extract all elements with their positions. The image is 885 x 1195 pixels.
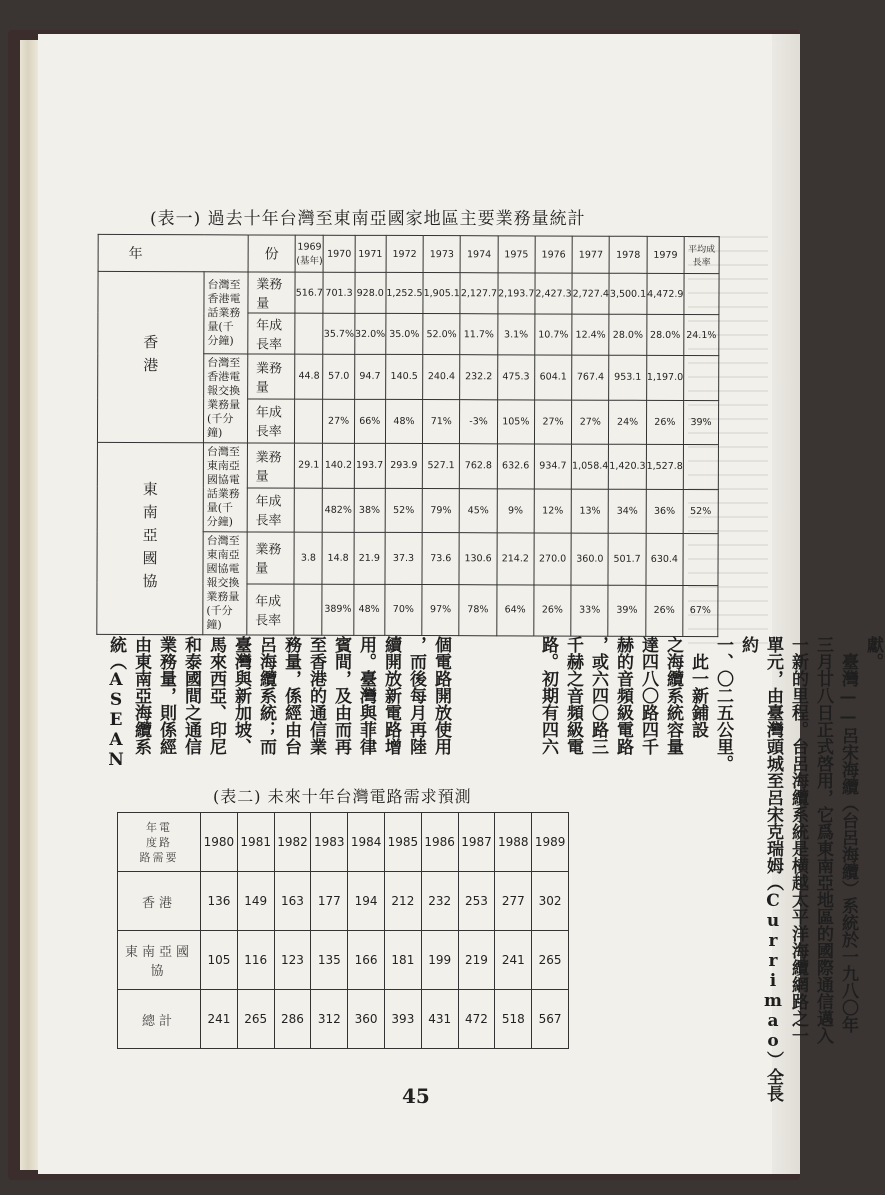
text-line: 臺灣——呂宋海纜（台呂海纜）系統於一九八〇年	[838, 636, 858, 1033]
table1-row-kind: 業務量	[247, 354, 295, 399]
table1-cell: 701.3	[323, 272, 354, 313]
text-line: 馬來西亞、印尼	[206, 636, 226, 755]
table2-year-cell: 1983	[311, 813, 348, 872]
table1-year-cell: 1969 (基年)	[295, 235, 323, 272]
table2-cell: 199	[421, 931, 458, 990]
table1-cell: 1,420.3	[609, 444, 646, 489]
table1-row-kind: 業務量	[248, 272, 296, 313]
table1-cell: 1,058.4	[571, 444, 608, 489]
table1-year-cell: 1971	[355, 235, 386, 272]
text-line: 獻。	[863, 636, 883, 670]
table2-cell: 181	[384, 931, 421, 990]
table1-cell: 214.2	[497, 533, 534, 585]
table2-cell: 241	[201, 990, 238, 1049]
table2-cell: 393	[384, 990, 421, 1049]
table2-cell: 277	[495, 872, 532, 931]
table2-corner-top: 年電	[146, 820, 172, 834]
table1-cell: 28.0%	[646, 314, 683, 355]
table1-cell: 140.2	[323, 443, 354, 488]
table1-cell: 48%	[385, 399, 422, 444]
table2-cell: 212	[384, 872, 421, 931]
table1-cell: 527.1	[422, 444, 459, 489]
table1-cell: 270.0	[534, 533, 571, 585]
text-line: 單元，由臺灣頭城至呂宋克瑞姆（Currimao）全長約	[738, 636, 783, 1102]
table1-cell: 94.7	[354, 354, 385, 399]
table1-cell: 953.1	[609, 355, 646, 400]
table1-cell: 767.4	[572, 355, 609, 400]
table1-cell: 44.8	[295, 354, 323, 399]
table1-cell: 232.2	[460, 355, 497, 400]
text-line: 個電路開放使用	[431, 636, 451, 755]
table1-cell: 13%	[571, 489, 608, 534]
table1-year-cell: 1972	[386, 235, 423, 272]
table1-cell: 630.4	[646, 533, 683, 585]
table2-cell: 265	[237, 990, 274, 1049]
table1-year-cell: 1979	[647, 236, 684, 273]
table1-cell: 11.7%	[460, 314, 497, 355]
table2-cell: 431	[421, 990, 458, 1049]
text-line: ，或六四〇路三	[588, 636, 608, 755]
table1-region-label: 東南亞國協	[97, 442, 204, 634]
table1-cell: 9%	[497, 488, 534, 533]
body-text-right-column	[535, 636, 885, 1106]
table1-header-row	[98, 234, 719, 273]
table1-cell: 3.1%	[497, 314, 534, 355]
table2-caption: (表二) 未來十年台灣電路需求預測	[213, 787, 472, 806]
table1-cell: 193.7	[354, 443, 385, 488]
table1-cell: 27%	[534, 399, 571, 444]
table1-cell: 21.9	[354, 532, 385, 584]
text-line: 務量，係經由台	[281, 636, 301, 755]
table1-cell: 934.7	[534, 444, 571, 489]
table1-cell: 2,193.7	[498, 273, 535, 314]
table1-avg-cell	[684, 273, 719, 314]
table2-row-label: 總計	[118, 990, 201, 1049]
table1-item-label: 台灣至香港電報交換業務量(千分鐘)	[203, 354, 247, 443]
table1-cell: 4,472.9	[647, 273, 684, 314]
table1-cell: 79%	[422, 488, 459, 533]
table1-cell: 32.0%	[354, 313, 385, 354]
table1-cell: 475.3	[497, 355, 534, 400]
table2-row	[118, 931, 569, 990]
table1-cell: 516.7	[295, 272, 323, 313]
text-line: 路。初期有四六	[538, 636, 558, 755]
table1-year-cell: 1974	[460, 236, 497, 273]
table1-cell: 64%	[496, 584, 533, 636]
text-line: 赫的音頻級電路	[613, 636, 633, 755]
table1-avg-header: 平均成長率	[684, 236, 719, 273]
table1-avg-cell	[683, 533, 718, 585]
table1-cell: 57.0	[323, 354, 354, 399]
table1-cell: 10.7%	[535, 314, 572, 355]
table1-cell: 12.4%	[572, 314, 609, 355]
table1-cell: 36%	[646, 489, 683, 534]
table1-cell: 1,252.5	[386, 272, 423, 313]
table2-cell: 166	[348, 931, 385, 990]
text-line: 統（ASEAN	[106, 636, 126, 770]
table1-cell: 14.8	[322, 532, 353, 584]
table1-cell: 604.1	[535, 355, 572, 400]
table1-year-cell: 1978	[609, 236, 646, 273]
table2-cell: 232	[421, 872, 458, 931]
table1-part-header: 份	[248, 235, 296, 272]
table2-cell: 177	[311, 872, 348, 931]
table2-header-row	[118, 813, 569, 872]
table1-year-cell: 1976	[535, 236, 572, 273]
table1-year-cell: 1977	[572, 236, 609, 273]
table2-cell: 241	[495, 931, 532, 990]
text-line: 三月廿八日正式啓用，它爲東南亞地區的國際通信邁入	[813, 636, 833, 1044]
table2-cell: 472	[458, 990, 495, 1049]
table1-cell: 26%	[646, 400, 683, 445]
table1-cell: 762.8	[460, 444, 497, 489]
table1-cell	[294, 584, 322, 636]
table1-cell: 293.9	[385, 443, 422, 488]
table1-item-label: 台灣至東南亞國協電報交換業務量(千分鐘)	[203, 532, 247, 635]
table2-cell: 219	[458, 931, 495, 990]
table2-year-cell: 1981	[237, 813, 274, 872]
table2-year-cell: 1984	[348, 813, 385, 872]
text-line: ，而後每月再陸	[406, 636, 426, 755]
table1-cell: 928.0	[355, 272, 386, 313]
table1-row	[97, 442, 718, 489]
table1-row-kind: 年成長率	[248, 313, 296, 354]
table2-cell: 194	[348, 872, 385, 931]
table1-cell: 34%	[609, 489, 646, 534]
table1-cell: 66%	[354, 399, 385, 444]
table1-item-label: 台灣至東南亞國協電話業務量(千分鐘)	[203, 443, 247, 532]
table2-corner-bottom: 路需要	[139, 850, 179, 864]
table1-cell: 27%	[572, 400, 609, 445]
table1-row	[98, 271, 719, 314]
table2-cell: 123	[274, 931, 311, 990]
text-line: 呂海纜系統；而	[256, 636, 276, 755]
table2-row-label: 東南亞國協	[118, 931, 201, 990]
table1-cell: 360.0	[571, 533, 608, 585]
table1-cell: 78%	[459, 584, 496, 636]
table2-cell: 135	[311, 931, 348, 990]
table2-year-cell: 1987	[458, 813, 495, 872]
table1-cell	[295, 313, 323, 354]
table1-cell: 3,500.1	[609, 273, 646, 314]
table1-cell: 52%	[385, 488, 422, 533]
text-line: 千赫之音頻級電	[563, 636, 583, 755]
table1-cell: 39%	[608, 585, 645, 637]
table1-cell: 2,427.3	[535, 273, 572, 314]
page-number: 45	[402, 1084, 430, 1108]
table1-year-header: 年	[98, 234, 248, 272]
table2-cell: 149	[237, 872, 274, 931]
table1-avg-cell	[684, 355, 719, 400]
table1-cell: 71%	[423, 399, 460, 444]
table1-cell: 240.4	[423, 355, 460, 400]
text-line: 至香港的通信業	[306, 636, 326, 755]
table2-cell: 116	[237, 931, 274, 990]
table2-row	[118, 990, 569, 1049]
table2-year-cell: 1980	[201, 813, 238, 872]
table1-cell: 97%	[422, 584, 459, 636]
table1-cell: -3%	[460, 399, 497, 444]
table2-cell: 567	[532, 990, 569, 1049]
text-line: 和泰國間之通信	[181, 636, 201, 755]
page-stack-edge	[20, 40, 40, 1170]
table1-cell: 24%	[609, 400, 646, 445]
table1-avg-cell: 67%	[683, 585, 718, 637]
table1-cell: 2,127.7	[460, 273, 497, 314]
table1-cell: 35.0%	[386, 313, 423, 354]
table1-row-kind: 業務量	[247, 443, 295, 488]
text-line: 此一新鋪設	[688, 636, 708, 738]
table1-cell: 70%	[385, 584, 422, 636]
table2-cell: 518	[495, 990, 532, 1049]
table1-cell: 73.6	[422, 533, 459, 585]
text-line: 臺灣與新加坡、	[231, 636, 251, 755]
table1-year-cell: 1970	[324, 235, 355, 272]
text-line: 達四八〇路四千	[638, 636, 658, 755]
table2-cell: 105	[201, 931, 238, 990]
table1-cell: 1,905.1	[423, 273, 460, 314]
table1-cell: 26%	[645, 585, 682, 637]
table1-cell: 1,197.0	[646, 355, 683, 400]
table1-cell: 482%	[323, 488, 354, 533]
table1-cell: 389%	[322, 584, 353, 636]
table1-cell: 48%	[353, 584, 384, 636]
table1-caption: (表一) 過去十年台灣至東南亞國家地區主要業務量統計	[150, 209, 586, 229]
table2-cell: 302	[532, 872, 569, 931]
text-line: 賓間，及由而再	[331, 636, 351, 755]
table1-region-label: 香港	[97, 271, 204, 442]
table2-year-cell: 1982	[274, 813, 311, 872]
table1	[96, 234, 719, 637]
table2-corner-mid: 度路	[146, 835, 172, 849]
text-line: 業務量，則係經	[156, 636, 176, 755]
table1-cell	[294, 488, 322, 533]
table1-row-kind: 年成長率	[247, 398, 295, 443]
table1-cell: 105%	[497, 399, 534, 444]
table1-cell: 1,527.8	[646, 444, 683, 489]
table2-cell: 253	[458, 872, 495, 931]
text-line: 一、〇二五公里。	[713, 636, 733, 772]
text-line: 之海纜系統容量	[663, 636, 683, 755]
table2-year-cell: 1988	[495, 813, 532, 872]
table1-cell: 2,727.4	[572, 273, 609, 314]
table2-cell: 360	[348, 990, 385, 1049]
table1-cell: 38%	[354, 488, 385, 533]
table1-item-label: 台灣至香港電話業務量(千分鐘)	[204, 272, 248, 354]
table1-avg-cell: 39%	[683, 400, 718, 445]
table2	[117, 812, 569, 1049]
table1-cell: 35.7%	[323, 313, 354, 354]
table1-cell: 140.5	[385, 354, 422, 399]
table1-cell	[295, 399, 323, 444]
table2-cell: 265	[532, 931, 569, 990]
table2-row-label: 香港	[118, 872, 201, 931]
table1-cell: 52.0%	[423, 314, 460, 355]
table1-cell: 501.7	[608, 533, 645, 585]
table2-year-cell: 1986	[421, 813, 458, 872]
table1-cell: 37.3	[385, 532, 422, 584]
table1-cell: 45%	[460, 488, 497, 533]
table2-cell: 163	[274, 872, 311, 931]
table2-cell: 136	[201, 872, 238, 931]
table1-row-kind: 業務量	[247, 532, 295, 584]
table2-cell: 312	[311, 990, 348, 1049]
body-text-left-column	[103, 636, 453, 791]
table2-year-cell: 1985	[384, 813, 421, 872]
table1-cell: 130.6	[459, 533, 496, 585]
table1-year-cell: 1973	[423, 236, 460, 273]
table1-cell: 33%	[571, 585, 608, 637]
text-line: 用。臺灣與菲律	[356, 636, 376, 755]
table2-corner-cell	[118, 813, 201, 872]
table1-cell: 28.0%	[609, 314, 646, 355]
table1-cell: 12%	[534, 488, 571, 533]
table1-year-cell: 1975	[498, 236, 535, 273]
table1-cell: 27%	[323, 399, 354, 444]
table1-cell: 3.8	[294, 532, 322, 584]
table1-avg-cell: 52%	[683, 489, 718, 534]
text-line: 續開放新電路增	[381, 636, 401, 755]
table2-row	[118, 872, 569, 931]
table2-cell: 286	[274, 990, 311, 1049]
table1-row-kind: 年成長率	[247, 487, 295, 532]
table1-avg-cell: 24.1%	[684, 314, 719, 355]
table2-year-cell: 1989	[532, 813, 569, 872]
table1-avg-cell	[683, 444, 718, 489]
table1-cell: 29.1	[295, 443, 323, 488]
text-line: 一新的里程。台呂海纜系統是横越太平洋海纜網路之一	[788, 636, 808, 1044]
table1-cell: 632.6	[497, 444, 534, 489]
table1-cell: 26%	[534, 584, 571, 636]
table1-row-kind: 年成長率	[247, 583, 295, 635]
text-line: 由東南亞海纜系	[131, 636, 151, 755]
